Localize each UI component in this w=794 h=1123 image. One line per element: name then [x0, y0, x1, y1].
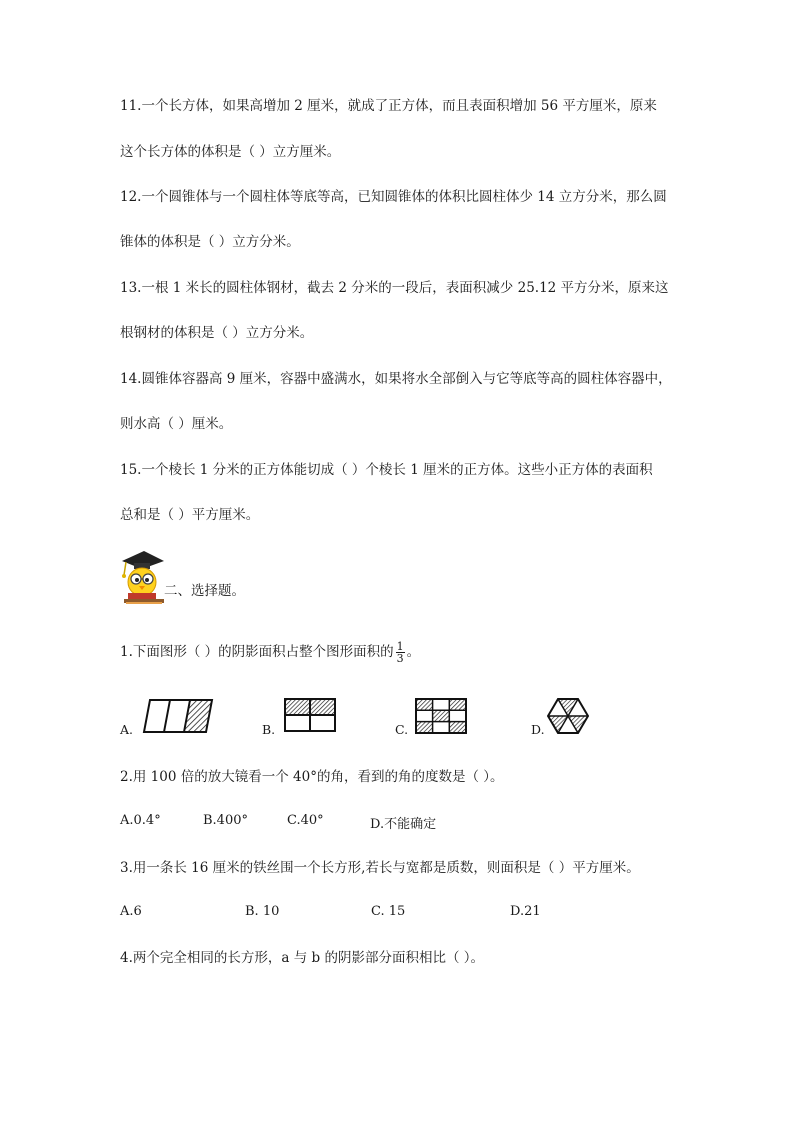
c2-question: 2.用 100 倍的放大镜看一个 40°的角，看到的角的度数是（ ）。: [120, 769, 504, 785]
hexagon-figure-icon: [547, 698, 589, 734]
c1-option-b[interactable]: [262, 698, 342, 737]
c1-text-end: 。: [406, 644, 421, 660]
rectangle-grid-figure-icon: [284, 698, 336, 732]
parallelogram-figure-icon: [142, 698, 214, 734]
option-c-label: C.: [395, 722, 409, 737]
option-b-label: B.: [262, 722, 276, 737]
nine-grid-figure-icon: [415, 698, 467, 734]
section-title: 二、选择题。: [164, 583, 245, 599]
q14-line1: 14.圆锥体容器高 9 厘米，容器中盛满水，如果将水全部倒入与它等底等高的圆柱体容器中，: [120, 371, 672, 387]
q12-line1: 12.一个圆锥体与一个圆柱体等底等高，已知圆锥体的体积比圆柱体少 14 立方分米，那么圆: [120, 189, 667, 205]
c1-option-c[interactable]: [395, 698, 475, 737]
c1-question: [120, 641, 420, 664]
q12-line2: 锥体的体积是（ ）立方分米。: [120, 234, 300, 250]
c2-option-a[interactable]: A.0.4°: [120, 813, 161, 828]
c2-option-c[interactable]: C.40°: [287, 813, 324, 828]
fraction-denominator: 3: [396, 652, 404, 665]
q13-line2: 根钢材的体积是（ ）立方分米。: [120, 325, 314, 341]
q11-line1: 11.一个长方体，如果高增加 2 厘米，就成了正方体，而且表面积增加 56 平方厘米，原来: [120, 98, 657, 114]
q15-line1: 15.一个棱长 1 分米的正方体能切成（ ）个棱长 1 厘米的正方体。这些小正方体的表面积: [120, 462, 653, 478]
q13-line1: 13.一根 1 米长的圆柱体钢材，截去 2 分米的一段后，表面积减少 25.12 平方分米，原来这: [120, 280, 669, 296]
c4-question: 4.两个完全相同的长方形，a 与 b 的阴影部分面积相比（ ）。: [120, 950, 484, 966]
option-d-label: D.: [531, 722, 545, 737]
c1-option-a[interactable]: [120, 698, 220, 737]
c1-option-d[interactable]: [531, 698, 601, 737]
c3-option-a[interactable]: A.6: [120, 904, 142, 919]
c2-option-d[interactable]: D.不能确定: [370, 817, 437, 832]
c2-option-b[interactable]: B.400°: [203, 813, 248, 828]
c3-option-b[interactable]: B. 10: [245, 904, 280, 919]
q15-line2: 总和是（ ）平方厘米。: [120, 507, 260, 523]
q14-line2: 则水高（ ）厘米。: [120, 416, 233, 432]
c3-question: 3.用一条长 16 厘米的铁丝围一个长方形,若长与宽都是质数，则面积是（ ）平方厘米。: [120, 860, 640, 876]
c3-option-d[interactable]: D.21: [510, 904, 541, 919]
graduate-mascot-icon: [118, 549, 166, 605]
q11-line2: 这个长方体的体积是（ ）立方厘米。: [120, 144, 341, 160]
fraction-one-third: [396, 641, 405, 664]
c1-text: 1.下面图形（ ）的阴影面积占整个图形面积的: [120, 644, 394, 660]
option-a-label: A.: [120, 722, 134, 737]
fraction-numerator: 1: [396, 640, 404, 653]
c3-option-c[interactable]: C. 15: [371, 904, 406, 919]
